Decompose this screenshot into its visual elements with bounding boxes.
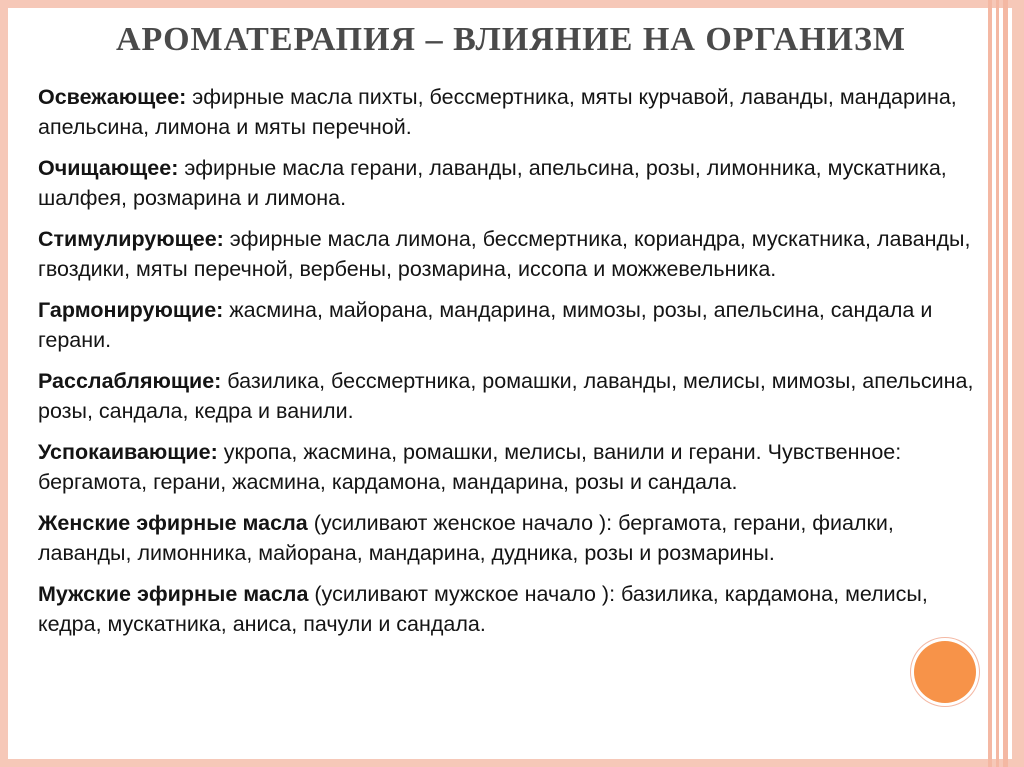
paragraph-text: (усиливают мужское начало ): базилика, кардамона, мелисы, кедра, мускатника, аниса, пачули и сандала. bbox=[38, 582, 928, 636]
paragraph-label: Успокаивающие: bbox=[38, 440, 218, 464]
paragraph-text: жасмина, майорана, мандарина, мимозы, розы, апельсина, сандала и герани. bbox=[38, 298, 933, 352]
paragraph-relaxing bbox=[38, 366, 988, 426]
paragraph-text: эфирные масла герани, лаванды, апельсина, розы, лимонника, мускатника, шалфея, розмарина и лимона. bbox=[38, 156, 947, 210]
bottom-border bbox=[0, 759, 1024, 767]
paragraph-calming bbox=[38, 437, 988, 497]
paragraph-label: Женские эфирные масла bbox=[38, 511, 308, 535]
paragraph-text: базилика, бессмертника, ромашки, лаванды, мелисы, мимозы, апельсина, розы, сандала, кедра и ванили. bbox=[38, 369, 974, 423]
paragraph-text: эфирные масла лимона, бессмертника, кориандра, мускатника, лаванды, гвоздики, мяты перечной, вербены, розмарина, иссопа и можжевельника. bbox=[38, 227, 971, 281]
paragraph-label: Стимулирующее: bbox=[38, 227, 224, 251]
left-border bbox=[0, 0, 8, 767]
paragraph-text: эфирные масла пихты, бессмертника, мяты курчавой, лаванды, мандарина, апельсина, лимона и мяты перечной. bbox=[38, 85, 957, 139]
right-stripe bbox=[996, 0, 999, 767]
paragraph-label: Освежающее: bbox=[38, 85, 187, 109]
right-border bbox=[1012, 0, 1024, 767]
paragraph-label: Гармонирующие: bbox=[38, 298, 224, 322]
right-stripe bbox=[988, 0, 992, 767]
paragraph-male-oils bbox=[38, 579, 988, 639]
paragraph-text: укропа, жасмина, ромашки, мелисы, ванили и герани. Чувственное: бергамота, герани, жасмина, кардамона, мандарина, розы и сандала. bbox=[38, 440, 902, 494]
content-body bbox=[38, 82, 988, 650]
paragraph-label: Мужские эфирные масла bbox=[38, 582, 309, 606]
paragraph-label: Расслабляющие: bbox=[38, 369, 222, 393]
paragraph-female-oils bbox=[38, 508, 988, 568]
right-stripe bbox=[1003, 0, 1008, 767]
paragraph-harmonizing bbox=[38, 295, 988, 355]
slide-title: АРОМАТЕРАПИЯ – ВЛИЯНИЕ НА ОРГАНИЗМ bbox=[115, 21, 907, 58]
paragraph-stimulating bbox=[38, 224, 988, 284]
paragraph-label: Очищающее: bbox=[38, 156, 179, 180]
paragraph-refreshing bbox=[38, 82, 988, 142]
paragraph-text: (усиливают женское начало ): бергамота, герани, фиалки, лаванды, лимонника, майорана, мандарина, дудника, розы и розмарины. bbox=[38, 511, 894, 565]
decorative-circle bbox=[914, 641, 976, 703]
paragraph-cleansing bbox=[38, 153, 988, 213]
top-border bbox=[0, 0, 1024, 8]
